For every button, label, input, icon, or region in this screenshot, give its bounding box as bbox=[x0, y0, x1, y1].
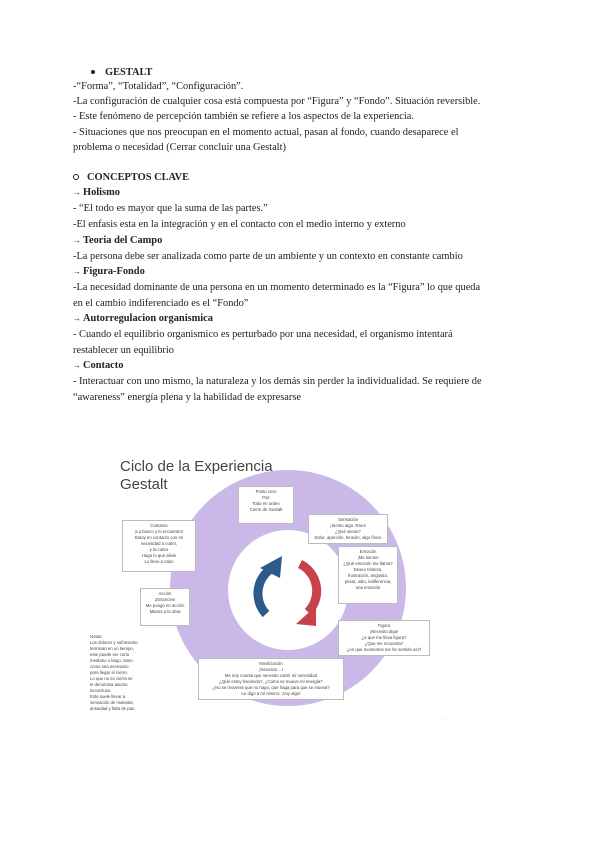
arrow-icon: → bbox=[73, 236, 81, 245]
contacto-line-2: “awareness” energía plena y la habilidad de expresarse bbox=[73, 392, 302, 403]
bullet-icon bbox=[91, 70, 95, 74]
gestalt-line-3: - Este fenómeno de percepción también se refiere a los aspectos de la experiencia. bbox=[73, 111, 414, 122]
autorregulacion-line-1: - Cuando el equilibrio organismico es perturbado por una necesidad, el organismo intentará bbox=[73, 329, 453, 340]
holismo-line-2: -El enfasis esta en la integración y en el contacto con el medio interno y externo bbox=[73, 219, 406, 230]
box-punto-cero: Punto cero Paz Todo en orden Cierre de Gestalt bbox=[238, 486, 294, 524]
holismo-line-1: - “El todo es mayor que la suma de las partes.” bbox=[73, 203, 268, 214]
figura-line-2: en el cambio indiferenciado es el “Fondo” bbox=[73, 298, 249, 309]
figura-title: → Figura-Fondo bbox=[73, 266, 145, 277]
box-accion: Acción ¡Entonces! Me pongo en acción Manos a la obra bbox=[140, 588, 190, 626]
gestalt-line-1: -“Forma”, “Totalidad”, “Configuración”. bbox=[73, 81, 244, 92]
gestalt-line-4: - Situaciones que nos preocupan en el momento actual, pasan al fondo, cuando desaparece el bbox=[73, 127, 459, 138]
arrow-icon: → bbox=[73, 361, 81, 370]
gestalt-line-5: problema o necesidad (Cerrar concluir una Gestalt) bbox=[73, 142, 286, 153]
gestalt-line-2: -La configuración de cualquier cosa está compuesta por “Figura” y “Fondo”. Situación reversible. bbox=[73, 96, 481, 107]
gestalt-heading: GESTALT bbox=[91, 66, 152, 80]
autorregulacion-title: → Autorregulacion organismica bbox=[73, 313, 213, 324]
stray-dot: . bbox=[445, 716, 447, 722]
campo-line-1: -La persona debe ser analizada como parte de un ambiente y un contexto en constante cambio bbox=[73, 251, 463, 262]
box-emocion: Emoción ¡Me siento! ¿Qué emoción me llama? Deseo tristeza, frustración, angustia, pesar, odio, indiferencia, una emoción bbox=[338, 546, 398, 604]
arrow-icon: → bbox=[73, 314, 81, 323]
holismo-title: → Holismo bbox=[73, 187, 120, 198]
box-contacto: Contacto ¡Lo busco y lo encuentro! Estoy en contacto con mi necesidad a cubrir, y la cubro Hago lo que alivio Lo llevo a cabo bbox=[122, 520, 196, 572]
diagram-title: Ciclo de la Experiencia Gestalt bbox=[120, 458, 273, 493]
inner-circle bbox=[228, 530, 348, 650]
box-movilizacion: Movilización ¡Necesito ...! Me doy cuenta que necesito cubrir mi necesidad ¿Qué estoy haciendo?, ¿Cómo se mueve mi energía? ¿No se moverse que no hago, que haga para que se mueva? Le digo a mí mismo: ¡Voy algo! bbox=[198, 658, 344, 700]
contacto-line-1: - Interactuar con uno mismo, la naturaleza y los demás sin perder la individualidad. Se requiere de bbox=[73, 376, 482, 387]
gestalt-cycle-diagram bbox=[90, 448, 440, 720]
contacto-title: → Contacto bbox=[73, 360, 124, 371]
box-figura: Figura ¡Necesito algo! ¿a que me lleva figura? ¿Que me recuerda? ¿en que momentos me he sentido así? bbox=[338, 620, 430, 656]
notes-text: Notas: Los dolores y sufrimiento terminan en un tiempo, este puede ser corto mediano o largo, tanto como sea necesario para llegar el cierre. Lo que no se cierra se le denomina asunto inconcluso. Este suele llevar a sensación de malestar, ansiedad y falta de paz. bbox=[90, 634, 138, 711]
figura-line-1: -La necesidad dominante de una persona en un momento determinado es la “Figura” lo que queda bbox=[73, 282, 481, 293]
arrow-icon: → bbox=[73, 267, 81, 276]
bullet-ring-icon bbox=[73, 174, 79, 180]
box-sensacion: Sensación ¡Siento algo. Raro! ¿Qué siento? Dolor, aperción, tensión, algo físico bbox=[308, 514, 388, 544]
campo-title: → Teoria del Campo bbox=[73, 235, 163, 246]
autorregulacion-line-2: restablecer un equilibrio bbox=[73, 345, 174, 356]
arrow-icon: → bbox=[73, 188, 81, 197]
conceptos-heading: CONCEPTOS CLAVE bbox=[73, 171, 189, 185]
